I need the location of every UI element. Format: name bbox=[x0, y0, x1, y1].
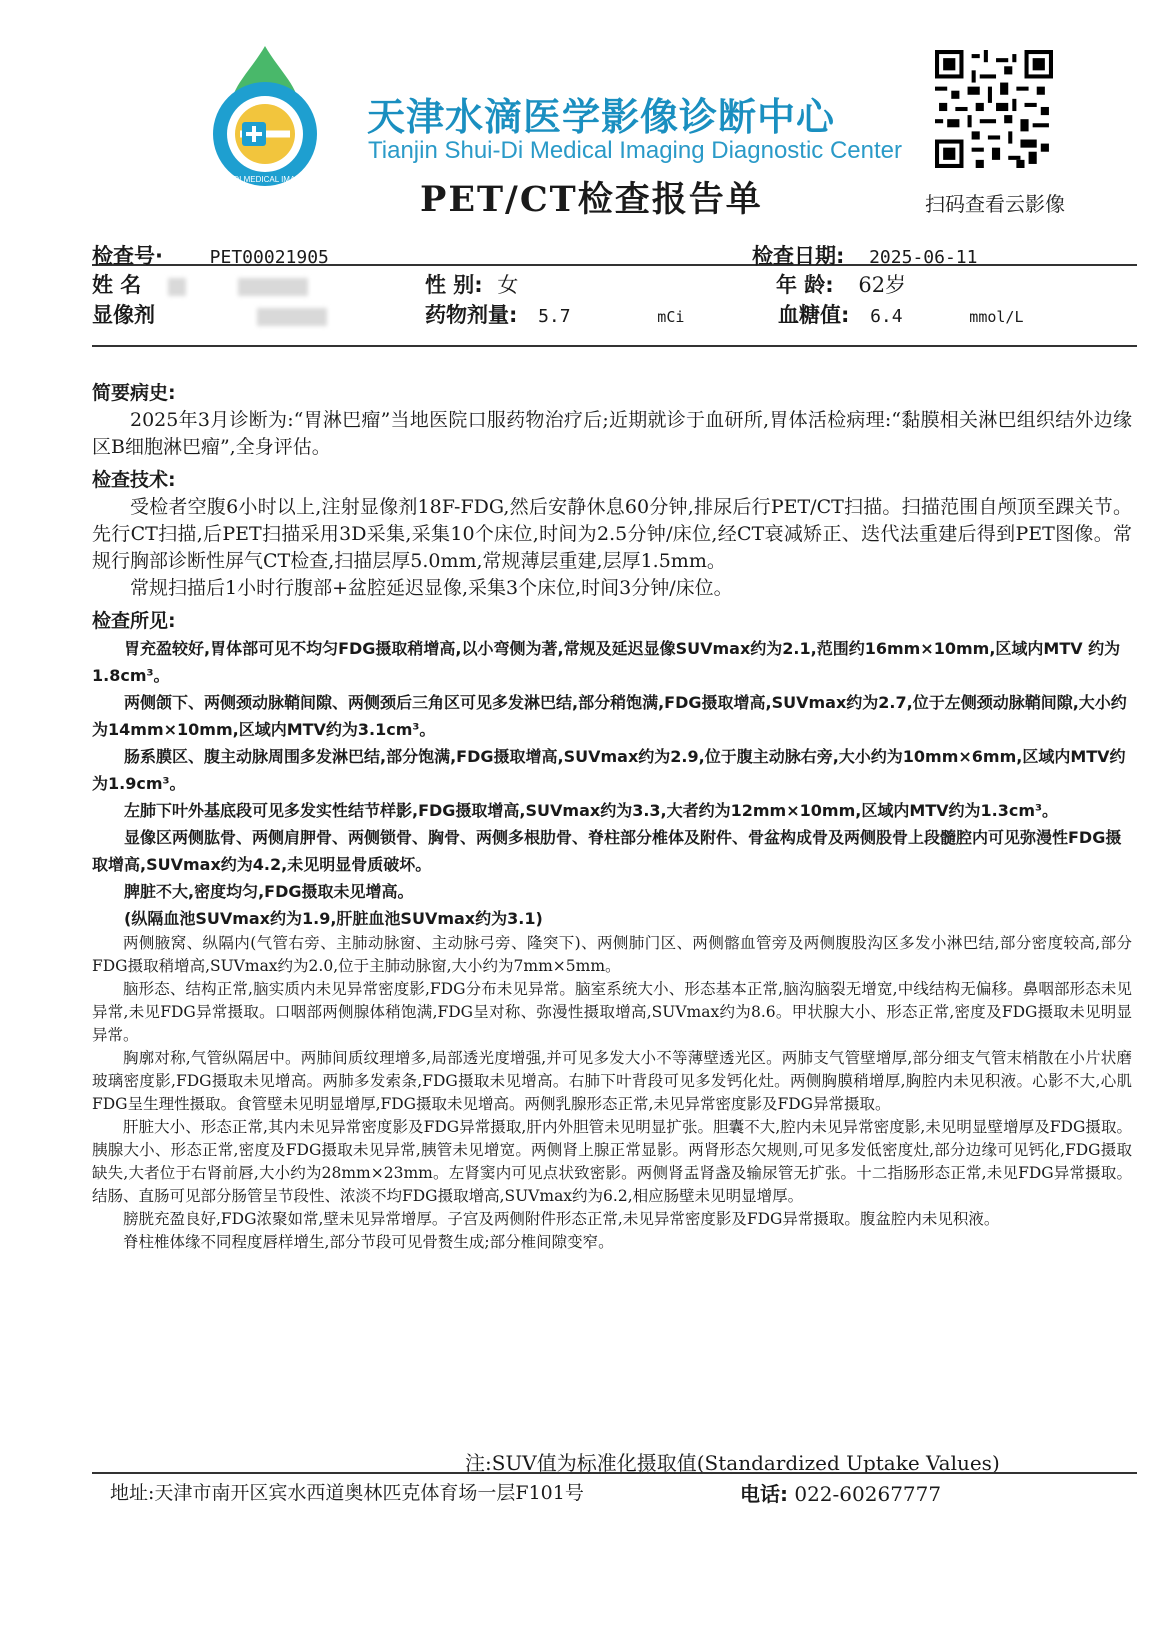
qr-caption: 扫码查看云影像 bbox=[925, 192, 1065, 216]
finding-normal: 膀胱充盈良好,FDG浓聚如常,壁未见异常增厚。子宫及两侧附件形态正常,未见异常密度影及FDG异常摄取。腹盆腔内未见积液。 bbox=[123, 1210, 1000, 1228]
age-label: 年 龄: bbox=[776, 273, 834, 297]
finding-bold: 脾脏不大,密度均匀,FDG摄取未见增高。 bbox=[124, 882, 414, 901]
sex-value: 女 bbox=[497, 273, 519, 297]
technique-p1: 受检者空腹6小时以上,注射显像剂18F-FDG,然后安静休息60分钟,排尿后行PET/CT扫描。扫描范围自颅顶至踝关节。先行CT扫描,后PET扫描采用3D采集,采集10个床位,时间为2.5分钟/床位,经CT衰减矫正、迭代法重建后得到PET图像。常规行胸部诊断性屏气CT检查,扫描层厚5.0mm,常规薄层重建,层厚1.5mm。 bbox=[92, 496, 1132, 572]
age-value: 62岁 bbox=[858, 273, 907, 297]
phone-value: 022-60267777 bbox=[794, 1482, 942, 1506]
logo-ring-text: SHUIDI MEDICAL IMAGING bbox=[214, 175, 316, 184]
finding-bold: 胃充盈较好,胃体部可见不均匀FDG摄取稍增高,以小弯侧为著,常规及延迟显像SUVmax约为2.1,范围约16mm×10mm,区域内MTV 约为1.8cm³。 bbox=[92, 639, 1121, 685]
glucose-row bbox=[778, 299, 1023, 329]
finding-normal: 胸廓对称,气管纵隔居中。两肺间质纹理增多,局部透光度增强,并可见多发大小不等薄壁透光区。两肺支气管壁增厚,部分细支气管末梢散在小片状磨玻璃密度影,FDG摄取未见增高。两肺多发索条,FDG摄取未见增高。右肺下叶背段可见多发钙化灶。两侧胸膜稍增厚,胸腔内未见积液。心影不大,心肌FDG呈生理性摄取。食管壁未见明显增厚,FDG摄取未见增高。两侧乳腺形态正常,未见异常密度影及FDG异常摄取。 bbox=[92, 1049, 1132, 1113]
name-row bbox=[92, 269, 308, 299]
finding-normal: 脑形态、结构正常,脑实质内未见异常密度影,FDG分布未见异常。脑室系统大小、形态基本正常,脑沟脑裂无增宽,中线结构无偏移。鼻咽部形态未见异常,未见FDG异常摄取。口咽部两侧腺体稍饱满,FDG呈对称、弥漫性摄取增高,SUVmax约为8.6。甲状腺大小、形态正常,密度及FDG摄取未见明显异常。 bbox=[92, 980, 1132, 1044]
finding-bold: 显像区两侧肱骨、两侧肩胛骨、两侧锁骨、胸骨、两侧多根肋骨、脊柱部分椎体及附件、骨盆构成骨及两侧股骨上段髓腔内可见弥漫性FDG摄取增高,SUVmax约为4.2,未见明显骨质破坏。 bbox=[92, 828, 1122, 874]
finding-normal: 两侧腋窝、纵隔内(气管右旁、主肺动脉窗、主动脉弓旁、隆突下)、两侧肺门区、两侧髂血管旁及两侧腹股沟区多发小淋巴结,部分密度较高,部分FDG摄取稍增高,SUVmax约为2.0,位于主肺动脉窗,大小约为7mm×5mm。 bbox=[92, 934, 1132, 975]
exam-date-label: 检查日期: bbox=[752, 244, 845, 268]
finding-bold: (纵隔血池SUVmax约为1.9,肝脏血池SUVmax约为3.1) bbox=[124, 909, 543, 928]
report-body bbox=[92, 374, 1132, 1254]
history-title: 简要病史: bbox=[92, 382, 176, 404]
suv-note: 注:SUV值为标准化摄取值(Standardized Uptake Values) bbox=[465, 1451, 1000, 1475]
exam-date-value: 2025-06-11 bbox=[869, 247, 978, 268]
dose-row bbox=[425, 299, 684, 329]
address: 地址:天津市南开区宾水西道奥林匹克体育场一层F101号 bbox=[110, 1482, 584, 1504]
finding-bold: 肠系膜区、腹主动脉周围多发淋巴结,部分饱满,FDG摄取增高,SUVmax约为2.9,位于腹主动脉右旁,大小约为10mm×6mm,区域内MTV约为1.9cm³。 bbox=[92, 747, 1126, 793]
technique-title: 检查技术: bbox=[92, 469, 176, 491]
name-redaction-2 bbox=[238, 278, 308, 296]
agent-redaction bbox=[257, 308, 327, 326]
center-logo bbox=[190, 42, 340, 192]
sex-row bbox=[425, 269, 518, 299]
age-row bbox=[776, 269, 906, 299]
phone-row bbox=[740, 1478, 941, 1507]
dose-value: 5.7 bbox=[538, 306, 571, 327]
technique-p2: 常规扫描后1小时行腹部+盆腔延迟显像,采集3个床位,时间3分钟/床位。 bbox=[130, 577, 733, 599]
finding-normal: 肝脏大小、形态正常,其内未见异常密度影及FDG异常摄取,肝内外胆管未见明显扩张。胆囊不大,腔内未见异常密度影,未见明显壁增厚及FDG摄取。胰腺大小、形态正常,密度及FDG摄取未见异常,胰管未见增宽。两侧肾上腺正常显影。两肾形态欠规则,可见多发低密度灶,部分边缘可见钙化,FDG摄取缺失,大者位于右肾前唇,大小约为28mm×23mm。左肾窦内可见点状致密影。两侧肾盂肾盏及输尿管无扩张。十二指肠形态正常,未见FDG异常摄取。结肠、直肠可见部分肠管呈节段性、浓淡不均FDG摄取增高,SUVmax约为6.2,相应肠壁未见明显增厚。 bbox=[92, 1118, 1132, 1205]
center-name-cn: 天津水滴医学影像诊断中心 bbox=[367, 95, 836, 139]
exam-no-label: 检查号· bbox=[92, 244, 163, 268]
dose-label: 药物剂量: bbox=[425, 303, 518, 327]
exam-date-row bbox=[752, 240, 977, 270]
agent-label: 显像剂 bbox=[92, 303, 155, 327]
glucose-unit: mmol/L bbox=[969, 308, 1024, 326]
findings-title: 检查所见: bbox=[92, 610, 176, 632]
agent-row bbox=[92, 299, 327, 329]
divider-footer bbox=[92, 1472, 1137, 1474]
sex-label: 性 别: bbox=[425, 273, 483, 297]
exam-no-row bbox=[92, 240, 329, 270]
qr-code-icon[interactable] bbox=[935, 50, 1053, 168]
glucose-label: 血糖值: bbox=[778, 303, 850, 327]
phone-label: 电话: bbox=[740, 1482, 788, 1506]
exam-no-value: PET00021905 bbox=[209, 247, 329, 268]
name-redaction bbox=[168, 278, 186, 296]
glucose-value: 6.4 bbox=[870, 306, 903, 327]
finding-normal: 脊柱椎体缘不同程度唇样增生,部分节段可见骨赘生成;部分椎间隙变窄。 bbox=[123, 1233, 614, 1251]
divider-info-bottom bbox=[92, 345, 1137, 347]
finding-bold: 两侧颌下、两侧颈动脉鞘间隙、两侧颈后三角区可见多发淋巴结,部分稍饱满,FDG摄取增高,SUVmax约为2.7,位于左侧颈动脉鞘间隙,大小约为14mm×10mm,区域内MTV约为3.1cm³。 bbox=[92, 693, 1127, 739]
report-title: PET/CT检查报告单 bbox=[420, 179, 763, 220]
center-name-en: Tianjin Shui-Di Medical Imaging Diagnostic Center bbox=[368, 137, 903, 164]
name-label: 姓 名 bbox=[92, 273, 142, 297]
dose-unit: mCi bbox=[657, 308, 685, 326]
finding-bold: 左肺下叶外基底段可见多发实性结节样影,FDG摄取增高,SUVmax约为3.3,大者约为12mm×10mm,区域内MTV约为1.3cm³。 bbox=[124, 801, 1059, 820]
history-text: 2025年3月诊断为:“胃淋巴瘤”当地医院口服药物治疗后;近期就诊于血研所,胃体活检病理:“黏膜相关淋巴组织结外边缘区B细胞淋巴瘤”,全身评估。 bbox=[92, 409, 1132, 458]
